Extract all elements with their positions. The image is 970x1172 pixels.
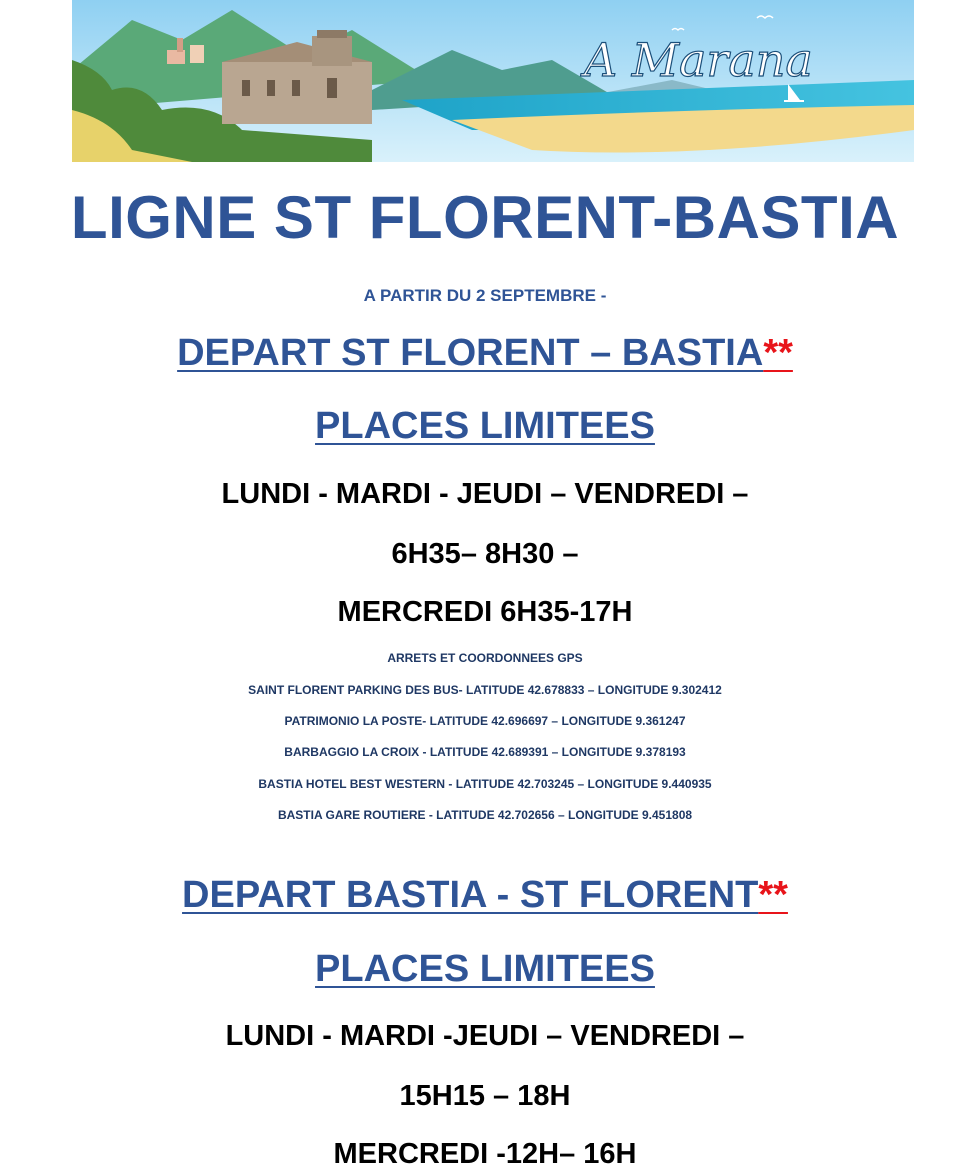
stops-title: ARRETS ET COORDONNEES GPS xyxy=(387,651,583,665)
stop-item: BASTIA HOTEL BEST WESTERN - LATITUDE 42.703245 – LONGITUDE 9.440935 xyxy=(258,777,712,791)
inbound-places-text: PLACES LIMITEES xyxy=(315,948,655,990)
inbound-times-line: 15H15 – 18H xyxy=(399,1080,571,1112)
landscape-illustration xyxy=(72,0,914,162)
outbound-times-line: 6H35– 8H30 – xyxy=(391,538,579,570)
inbound-heading xyxy=(0,872,970,918)
inbound-marker: ** xyxy=(758,874,788,916)
outbound-places-limitees xyxy=(0,403,970,449)
stop-item: SAINT FLORENT PARKING DES BUS- LATITUDE 42.678833 – LONGITUDE 9.302412 xyxy=(248,683,722,697)
brand-logo: A Marana xyxy=(584,33,813,87)
outbound-heading-text: DEPART ST FLORENT – BASTIA xyxy=(177,332,764,374)
page-title: LIGNE ST FLORENT-BASTIA xyxy=(70,184,900,251)
stop-item: BARBAGGIO LA CROIX - LATITUDE 42.689391 – LONGITUDE 9.378193 xyxy=(284,745,686,759)
inbound-places-limitees xyxy=(0,946,970,992)
outbound-days-line: LUNDI - MARDI - JEUDI – VENDREDI – xyxy=(221,478,749,510)
stop-item: PATRIMONIO LA POSTE- LATITUDE 42.696697 – LONGITUDE 9.361247 xyxy=(284,714,686,728)
inbound-wednesday-line: MERCREDI -12H– 16H xyxy=(333,1138,637,1170)
start-date-subtitle: A PARTIR DU 2 SEPTEMBRE - xyxy=(363,286,607,305)
stop-item: BASTIA GARE ROUTIERE - LATITUDE 42.702656 – LONGITUDE 9.451808 xyxy=(277,808,693,822)
inbound-heading-text: DEPART BASTIA - ST FLORENT xyxy=(182,874,759,916)
outbound-marker: ** xyxy=(763,332,793,374)
outbound-heading xyxy=(0,330,970,376)
inbound-days-line: LUNDI - MARDI -JEUDI – VENDREDI – xyxy=(225,1020,745,1052)
header-banner xyxy=(72,0,914,162)
outbound-places-text: PLACES LIMITEES xyxy=(315,405,655,447)
outbound-wednesday-line: MERCREDI 6H35-17H xyxy=(337,596,633,628)
